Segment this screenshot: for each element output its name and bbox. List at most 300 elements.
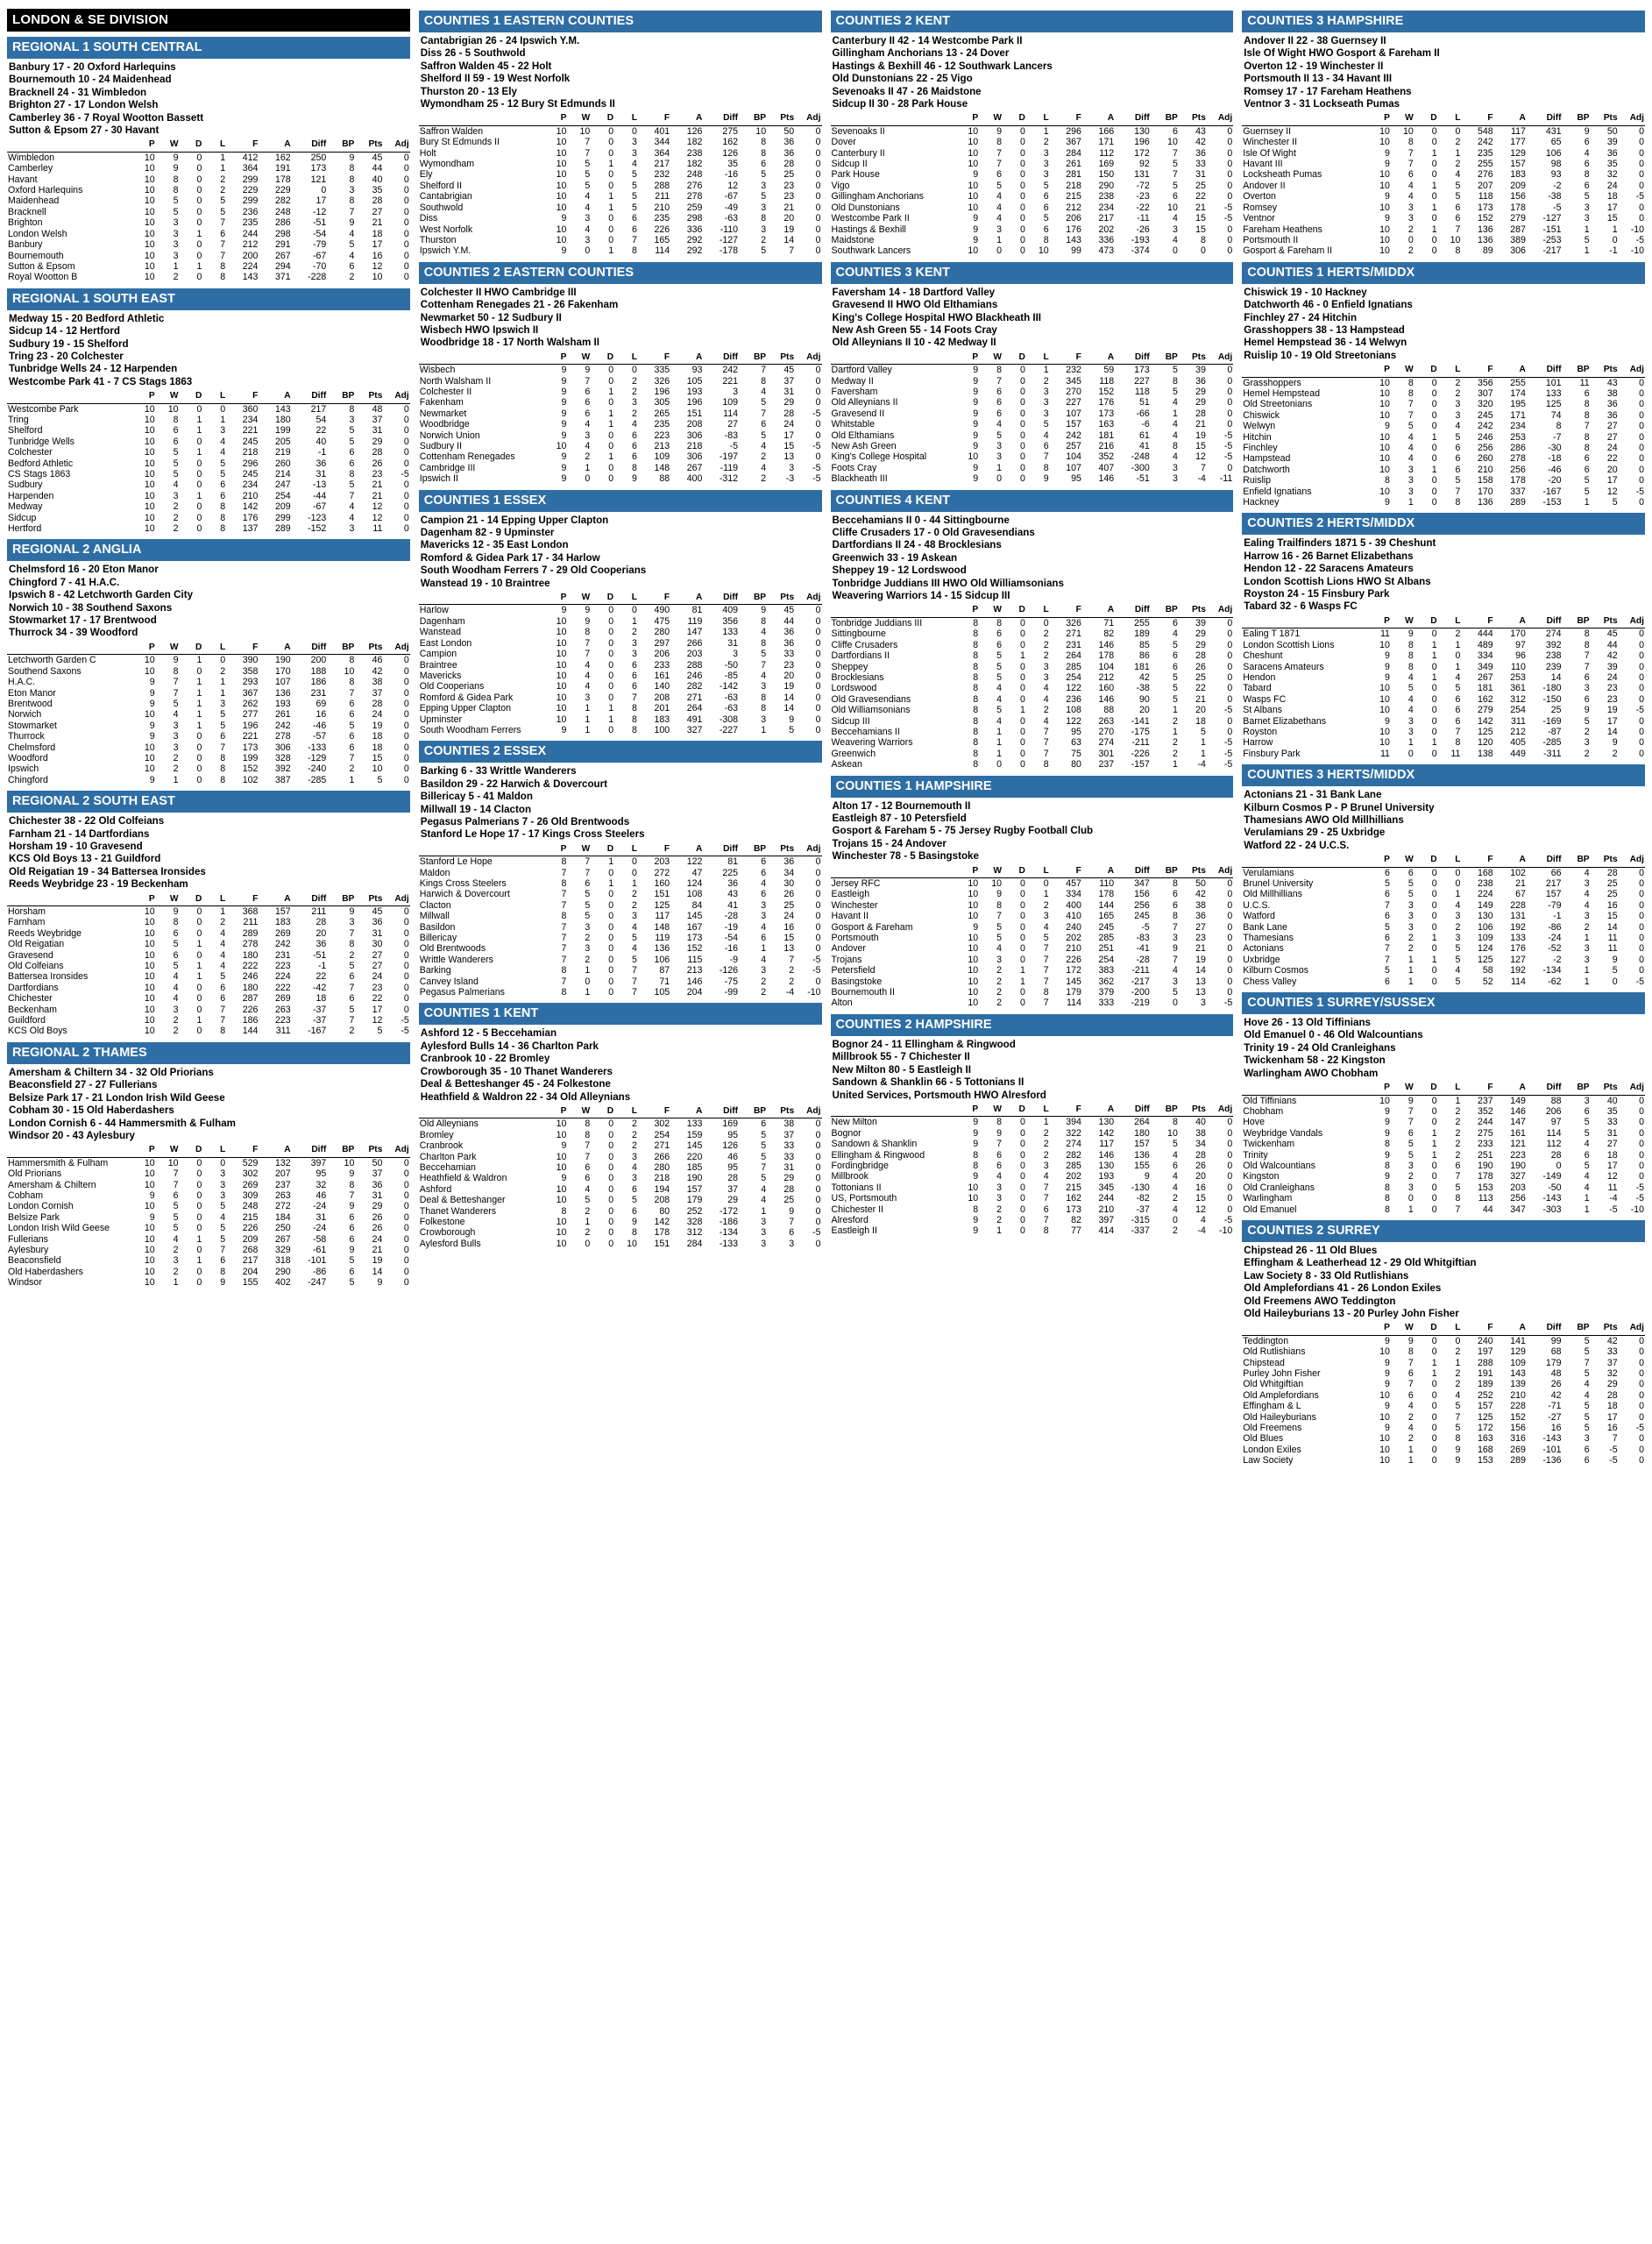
result-line: Wisbech HWO Ipswich II (420, 323, 539, 336)
stat-w: 4 (1407, 443, 1414, 453)
stat-pts: 44 (372, 163, 383, 174)
col-header-team (7, 1145, 132, 1157)
stat-p: 10 (556, 649, 567, 660)
stat-p: 10 (144, 1015, 155, 1026)
col-header-w: W (156, 643, 180, 655)
stat-w: 5 (173, 939, 179, 950)
stat-adj: 0 (1227, 234, 1233, 245)
stat-pts: 37 (372, 414, 383, 425)
stat-adj: 0 (1227, 911, 1233, 922)
stat-diff: -50 (724, 659, 739, 671)
stat-f: 235 (654, 213, 670, 224)
stat-pts: 29 (372, 436, 383, 447)
stat-pts: 21 (1195, 202, 1206, 213)
stat-pts: 14 (372, 1266, 383, 1277)
stat-f: 237 (1477, 1095, 1493, 1106)
stat-f: 202 (1066, 933, 1081, 944)
stat-bp: 4 (1584, 147, 1590, 159)
stat-pts: 7 (1612, 1433, 1618, 1445)
stat-adj: 0 (1639, 1389, 1644, 1401)
col-header-team (7, 391, 132, 403)
stat-diff: -217 (1131, 976, 1150, 987)
stat-l: 2 (1043, 628, 1049, 640)
stat-diff: 65 (1550, 137, 1562, 148)
col-header-d: D (1414, 365, 1438, 377)
stat-pts: 30 (783, 878, 795, 889)
col-header-l: L (1026, 605, 1050, 617)
results-list (831, 515, 1234, 603)
stat-w: 5 (996, 430, 1003, 441)
stat-w: 1 (585, 965, 591, 976)
stat-adj: 0 (403, 752, 409, 763)
table-row (831, 365, 1234, 376)
col-header-w: W (1391, 616, 1414, 628)
stat-d: 1 (196, 655, 202, 666)
team-name: Havant (8, 174, 38, 185)
stat-a: 131 (1510, 911, 1526, 922)
stat-f: 122 (1066, 683, 1081, 694)
table-row (831, 955, 1234, 965)
stat-adj: 0 (1639, 748, 1644, 759)
stat-diff: 255 (1134, 617, 1150, 628)
stat-diff: -1 (317, 447, 327, 458)
stat-diff: -285 (308, 774, 327, 785)
stat-pts: 45 (783, 605, 795, 616)
stat-pts: 11 (1607, 1182, 1618, 1193)
stat-diff: 155 (1134, 1160, 1150, 1171)
col-header-pts: Pts (767, 113, 795, 125)
stat-bp: 5 (349, 720, 355, 731)
stat-d: 0 (1019, 1214, 1025, 1225)
result-line: Medway 15 - 20 Bedford Athletic (9, 312, 165, 324)
stat-l: 10 (627, 1238, 637, 1249)
stat-adj: 0 (815, 692, 821, 703)
stat-l: 4 (1043, 715, 1049, 727)
col-header-d: D (180, 894, 203, 906)
league-header: COUNTIES 2 EASTERN COUNTIES (419, 262, 822, 284)
stat-d: 0 (1019, 1225, 1025, 1237)
col-header-p: P (132, 1145, 156, 1157)
stat-pts: 9 (789, 714, 795, 725)
stat-pts: 12 (372, 512, 383, 523)
stat-f: 269 (242, 1179, 259, 1190)
stat-adj: 0 (1227, 943, 1233, 955)
stat-f: 457 (1066, 878, 1081, 889)
stat-d: 1 (196, 1233, 202, 1245)
stat-l: 2 (1455, 1117, 1461, 1128)
stat-f: 302 (654, 1118, 670, 1130)
stat-w: 2 (1407, 224, 1414, 235)
stat-f: 276 (1477, 169, 1493, 181)
stat-f: 180 (242, 949, 259, 961)
stat-pts: 8 (1200, 234, 1206, 245)
table-row (1242, 1150, 1645, 1161)
stat-d: 0 (1019, 759, 1025, 770)
stat-p: 10 (144, 436, 155, 447)
col-header-adj: Adj (1207, 1104, 1233, 1117)
stat-a: 146 (686, 976, 703, 987)
stat-w: 4 (996, 693, 1003, 705)
stat-l: 5 (220, 1201, 226, 1212)
stat-d: 1 (1431, 464, 1437, 475)
stat-w: 9 (996, 889, 1003, 900)
stat-pts: 39 (1606, 661, 1618, 672)
stat-f: 287 (242, 993, 259, 1005)
col-header-adj: Adj (383, 894, 409, 906)
result-line: Tring 23 - 20 Colchester (9, 350, 124, 362)
stat-bp: 10 (344, 665, 355, 677)
stat-bp: 10 (755, 125, 767, 137)
stat-w: 7 (1407, 147, 1414, 159)
stat-bp: 8 (1172, 911, 1178, 922)
stat-l: 9 (632, 1216, 637, 1227)
stat-w: 3 (585, 430, 591, 441)
stat-bp: 5 (1584, 1423, 1590, 1434)
col-header-adj: Adj (383, 139, 409, 152)
stat-d: 0 (1019, 159, 1025, 170)
stat-p: 9 (1385, 1379, 1390, 1390)
stat-adj: -5 (1635, 1423, 1644, 1434)
stat-d: 0 (1019, 1204, 1025, 1215)
table-row (419, 725, 822, 735)
stat-f: 212 (1066, 202, 1081, 213)
stat-diff: -303 (1542, 1204, 1562, 1215)
stat-l: 4 (1455, 421, 1461, 432)
col-header-pts: Pts (1591, 113, 1619, 125)
stat-diff: 409 (722, 605, 739, 616)
stat-bp: 6 (761, 856, 767, 868)
col-header-bp: BP (1151, 605, 1179, 617)
result-line: Sutton & Epsom 27 - 30 Havant (9, 124, 160, 137)
col-header-adj: Adj (1207, 113, 1233, 125)
stat-p: 10 (556, 202, 567, 213)
stat-f: 119 (655, 933, 670, 944)
stat-d: 0 (1431, 1401, 1437, 1412)
col-header-diff: Diff (703, 1106, 739, 1118)
stat-a: 282 (274, 195, 291, 207)
team-name: Stanford Le Hope (419, 856, 493, 868)
stat-d: 0 (196, 1179, 202, 1190)
stat-p: 9 (149, 677, 155, 688)
table-row (831, 1182, 1234, 1193)
col-header-a: A (1494, 1323, 1527, 1335)
result-line: Verulamians 29 - 25 Uxbridge (1244, 827, 1386, 839)
stat-l: 8 (1043, 759, 1049, 770)
result-line: Saffron Walden 45 - 22 Holt (420, 60, 552, 72)
table-row (1242, 749, 1645, 759)
stat-adj: -10 (807, 987, 821, 998)
stat-a: 449 (1510, 748, 1526, 759)
stat-f: 299 (242, 174, 259, 185)
stat-pts: 46 (372, 655, 383, 666)
stat-p: 10 (556, 670, 567, 681)
team-name: Fordingbridge (831, 1160, 889, 1171)
team-name: Harrow (1243, 737, 1273, 749)
stat-l: 3 (1455, 409, 1461, 421)
stat-d: 0 (608, 180, 614, 191)
table-row (7, 239, 410, 250)
table-row (1242, 159, 1645, 169)
stat-d: 0 (196, 174, 202, 185)
stat-a: 209 (1510, 180, 1526, 191)
stat-p: 10 (144, 1266, 155, 1277)
table-row (7, 403, 410, 415)
stat-diff: 74 (1550, 409, 1562, 421)
stat-d: 0 (608, 659, 614, 671)
col-header-diff: Diff (1115, 1104, 1151, 1117)
stat-adj: 0 (1639, 726, 1644, 737)
stat-d: 1 (1431, 431, 1437, 443)
stat-bp: 7 (1172, 169, 1178, 181)
stat-p: 10 (556, 714, 567, 725)
league-header: COUNTIES 3 HERTS/MIDDX (1242, 764, 1645, 786)
stat-w: 4 (585, 681, 591, 692)
stat-bp: 4 (1172, 1182, 1178, 1193)
stat-adj: -5 (1635, 976, 1644, 987)
stat-d: 0 (196, 1266, 202, 1277)
team-name: Beckenham (8, 1004, 57, 1015)
stat-d: 1 (1431, 147, 1437, 159)
stat-f: 125 (1477, 954, 1493, 965)
stat-adj: 0 (815, 1129, 821, 1140)
stat-l: 1 (220, 906, 226, 917)
stat-d: 0 (1431, 137, 1437, 148)
stat-adj: 0 (403, 742, 409, 753)
stat-pts: 25 (1195, 671, 1206, 683)
stat-bp: 5 (1172, 693, 1178, 705)
stat-adj: 0 (403, 763, 409, 775)
stat-f: 277 (242, 709, 259, 721)
stat-a: 254 (274, 490, 291, 501)
stat-diff: -86 (1548, 921, 1562, 933)
stat-pts: 16 (1606, 899, 1618, 911)
stat-pts: 50 (783, 125, 795, 137)
stat-a: 269 (1510, 1444, 1526, 1455)
stat-adj: 0 (815, 147, 821, 159)
stat-pts: 23 (1606, 683, 1618, 694)
table-row (419, 1152, 822, 1162)
stat-f: 44 (1482, 1204, 1493, 1215)
team-name: Mavericks (419, 670, 462, 681)
stat-f: 244 (1477, 1117, 1493, 1128)
stat-bp: 8 (349, 195, 355, 207)
stat-l: 5 (220, 709, 226, 721)
stat-f: 222 (242, 961, 259, 972)
stat-a: 362 (1098, 976, 1115, 987)
stat-diff: -13 (313, 479, 327, 491)
stat-adj: 0 (1639, 453, 1644, 465)
stat-adj: 0 (815, 234, 821, 245)
stat-d: 1 (1431, 650, 1437, 662)
stat-f: 326 (1066, 617, 1081, 628)
stat-d: 0 (1431, 421, 1437, 432)
stat-d: 0 (196, 523, 202, 535)
col-header-diff: Diff (1527, 365, 1563, 377)
stat-p: 8 (973, 726, 979, 737)
col-header-team (419, 352, 544, 365)
stat-pts: 15 (1195, 1193, 1206, 1204)
stat-d: 0 (608, 649, 614, 660)
stat-l: 8 (1455, 497, 1461, 508)
team-name: Finchley (1243, 443, 1278, 453)
stat-w: 2 (996, 965, 1003, 976)
stat-a: 213 (686, 965, 703, 976)
table-row (7, 415, 410, 425)
table-row (419, 365, 822, 376)
stat-p: 9 (1385, 1105, 1390, 1117)
team-name: Wymondham (419, 159, 475, 170)
col-header-w: W (567, 844, 591, 856)
stat-p: 10 (556, 1238, 567, 1249)
stat-f: 352 (1477, 1105, 1493, 1117)
stat-bp: 6 (1584, 137, 1590, 148)
stat-a: 152 (1098, 386, 1115, 397)
col-header-diff: Diff (292, 391, 328, 403)
stat-diff: 20 (316, 927, 327, 939)
stat-adj: 0 (403, 458, 409, 469)
stat-l: 5 (1043, 213, 1049, 224)
stat-adj: 0 (1639, 1433, 1644, 1445)
col-header-bp: BP (1151, 352, 1179, 365)
stat-a: 204 (686, 987, 703, 998)
stat-p: 8 (973, 639, 979, 650)
col-header-l: L (1026, 866, 1050, 878)
stat-l: 1 (220, 414, 226, 425)
stat-d: 0 (1019, 921, 1025, 933)
stat-p: 8 (1385, 1204, 1390, 1215)
stat-bp: 6 (1584, 387, 1590, 399)
table-row (831, 397, 1234, 408)
stat-f: 272 (654, 867, 670, 878)
league-header: COUNTIES 1 HAMPSHIRE (831, 776, 1234, 798)
stat-pts: 24 (1606, 443, 1618, 453)
stat-p: 10 (144, 961, 155, 972)
col-header-d: D (180, 139, 203, 152)
stat-pts: -4 (785, 987, 795, 998)
stat-p: 8 (1385, 1160, 1390, 1171)
table-row (7, 501, 410, 512)
stat-a: 252 (686, 1205, 703, 1217)
stat-bp: 6 (1172, 899, 1178, 911)
stat-f: 410 (1066, 911, 1081, 922)
team-name: London Cornish (8, 1201, 74, 1212)
stat-adj: 0 (815, 878, 821, 889)
col-header-pts: Pts (355, 1145, 383, 1157)
stat-pts: 39 (1195, 617, 1206, 628)
stat-bp: 2 (349, 1026, 355, 1037)
stat-adj: 0 (1639, 737, 1644, 749)
table-row (7, 688, 410, 699)
stat-bp: 5 (1584, 475, 1590, 486)
league-table (419, 113, 822, 256)
table-row (7, 993, 410, 1004)
league-header: COUNTIES 2 HERTS/MIDDX (1242, 513, 1645, 535)
team-name: Wisbech (419, 365, 456, 376)
stat-adj: 0 (1639, 933, 1644, 944)
stat-d: 0 (608, 1118, 614, 1130)
stat-bp: 5 (349, 961, 355, 972)
stat-a: 152 (1510, 1411, 1526, 1423)
stat-pts: 26 (1195, 661, 1206, 672)
stat-diff: -228 (308, 272, 327, 283)
result-line: Belsize Park 17 - 21 London Irish Wild Geese (9, 1091, 225, 1104)
stat-p: 9 (973, 430, 979, 441)
stat-l: 5 (1455, 191, 1461, 202)
stat-w: 2 (1407, 1411, 1414, 1423)
stat-a: 110 (1099, 878, 1115, 889)
stat-w: 8 (996, 1117, 1003, 1128)
stat-f: 245 (242, 469, 259, 479)
team-name: Beccehamians II (831, 726, 900, 737)
table-row (7, 983, 410, 993)
stat-l: 2 (1455, 1368, 1461, 1380)
stat-diff: -57 (313, 731, 327, 742)
stat-adj: 0 (403, 414, 409, 425)
team-name: Brunel University (1243, 878, 1314, 889)
stat-f: 107 (1066, 408, 1081, 419)
stat-l: 6 (632, 451, 637, 463)
stat-l: 7 (220, 250, 226, 261)
stat-p: 9 (973, 1127, 979, 1139)
stat-l: 2 (1455, 1346, 1461, 1358)
col-header-team (831, 352, 956, 365)
stat-w: 3 (585, 921, 591, 933)
stat-d: 1 (1431, 202, 1437, 213)
col-header-l: L (1026, 113, 1050, 125)
stat-diff: 264 (1134, 1117, 1150, 1128)
stat-diff: 41 (1139, 441, 1150, 451)
col-header-w: W (567, 1106, 591, 1118)
stat-pts: 7 (789, 954, 795, 965)
stat-f: 251 (1477, 1149, 1493, 1161)
stat-pts: 29 (1195, 639, 1206, 650)
stat-l: 6 (1455, 464, 1461, 475)
table-row (831, 759, 1234, 770)
stat-a: 288 (686, 659, 703, 671)
stat-p: 9 (561, 213, 567, 224)
stat-w: 6 (1407, 169, 1414, 181)
stat-diff: 28 (316, 917, 327, 928)
stat-adj: 0 (815, 605, 821, 616)
stat-d: 1 (1431, 224, 1437, 235)
table-row (7, 513, 410, 523)
stat-pts: 28 (783, 159, 795, 170)
stat-d: 0 (196, 195, 202, 207)
team-name: Ipswich II (419, 473, 458, 485)
stat-w: 6 (173, 425, 179, 437)
stat-a: 159 (686, 1129, 703, 1140)
stat-d: 0 (1019, 661, 1025, 672)
stat-p: 10 (144, 490, 155, 501)
stat-adj: 0 (1227, 1149, 1233, 1161)
stat-l: 0 (632, 856, 637, 868)
stat-a: 212 (1510, 726, 1526, 737)
stat-bp: 2 (349, 272, 355, 283)
stat-f: 203 (654, 856, 670, 868)
league-table (1242, 365, 1645, 508)
stat-diff: -82 (1136, 1193, 1150, 1204)
stat-bp: 0 (1172, 245, 1178, 257)
stat-bp: 1 (1584, 976, 1590, 987)
stat-adj: 0 (1227, 933, 1233, 944)
col-header-d: D (180, 391, 203, 403)
team-name: Braintree (419, 659, 457, 671)
stat-adj: 0 (403, 993, 409, 1005)
col-header-p: P (544, 593, 568, 605)
league-table (831, 1104, 1234, 1237)
stat-a: 246 (686, 670, 703, 681)
stat-d: 0 (1019, 998, 1025, 1009)
